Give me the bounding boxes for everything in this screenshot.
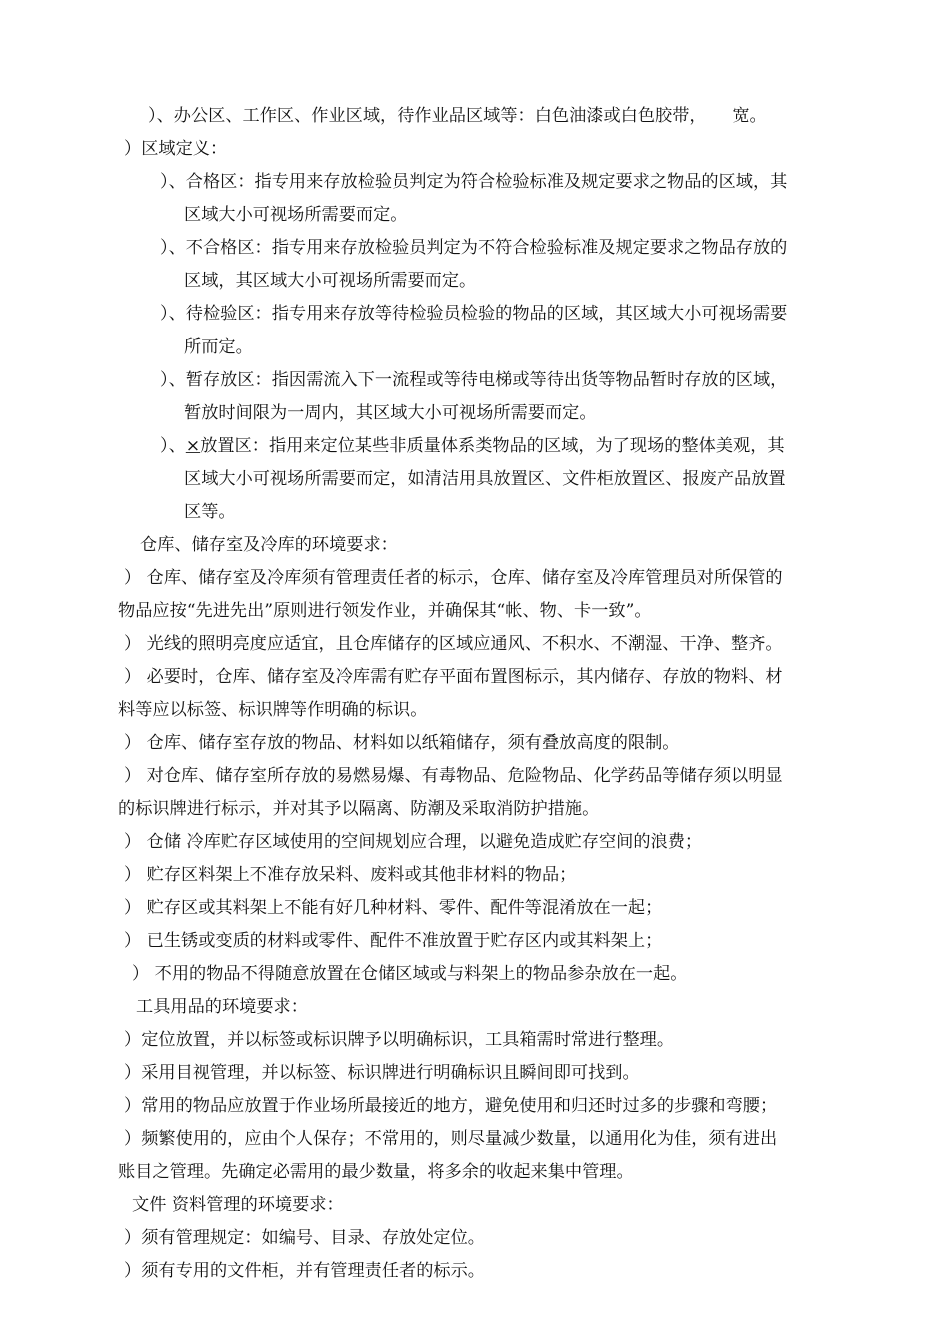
text-line: 区等。 <box>184 502 236 522</box>
section-heading: 文件 资料管理的环境要求： <box>132 1195 344 1215</box>
text-line: ） 已生锈或变质的材料或零件、配件不准放置于贮存区内或其料架上； <box>124 931 663 951</box>
text-line: ）须有管理规定：如编号、目录、存放处定位。 <box>124 1228 485 1248</box>
text-line: ）须有专用的文件柜，并有管理责任者的标示。 <box>124 1261 485 1281</box>
line-text: 放置区：指用来定位某些非质量体系类物品的区域，为了现场的整体美观，其 <box>200 436 785 456</box>
text-line: 物品应按“先进先出”原则进行领发作业，并确保其“帐、物、卡一致”。 <box>118 601 652 621</box>
text-line: 区域大小可视场所需要而定，如清洁用具放置区、文件柜放置区、报废产品放置 <box>184 469 786 489</box>
text-line: 区域大小可视场所需要而定。 <box>184 205 408 225</box>
section-heading: 仓库、储存室及冷库的环境要求： <box>140 535 398 555</box>
text-line: ）定位放置，并以标签或标识牌予以明确标识，工具箱需时常进行整理。 <box>124 1030 675 1050</box>
text-line <box>160 434 785 458</box>
text-line: ）、不合格区：指专用来存放检验员判定为不符合检验标准及规定要求之物品存放的 <box>160 238 788 258</box>
text-line: ） 光线的照明亮度应适宜，且仓库储存的区域应通风、不积水、不潮湿、干净、整齐。 <box>124 634 783 654</box>
section-heading: 工具用品的环境要求： <box>136 997 308 1017</box>
section-heading: ）区域定义： <box>124 139 228 159</box>
text-line: ）采用目视管理，并以标签、标识牌进行明确标识且瞬间即可找到。 <box>124 1063 640 1083</box>
text-line: 暂放时间限为一周内，其区域大小可视场所需要而定。 <box>184 403 597 423</box>
text-line: ）、暂存放区：指因需流入下一流程或等待电梯或等待出货等物品暂时存放的区域， <box>160 370 788 390</box>
list-marker: ）、 <box>160 436 186 456</box>
text-line: ） 对仓库、储存室所存放的易燃易爆、有毒物品、危险物品、化学药品等储存须以明显 <box>124 766 783 786</box>
text-line: ）、办公区、工作区、作业区域，待作业品区域等：白色油漆或白色胶带， 宽。 <box>148 106 767 126</box>
text-line: ）、待检验区：指专用来存放等待检验员检验的物品的区域，其区域大小可视场需要 <box>160 304 788 324</box>
text-line: ） 贮存区料架上不准存放呆料、废料或其他非材料的物品； <box>124 865 577 885</box>
text-line: 账目之管理。先确定必需用的最少数量，将多余的收起来集中管理。 <box>118 1162 634 1182</box>
text-line: ） 贮存区或其料架上不能有好几种材料、零件、配件等混淆放在一起； <box>124 898 663 918</box>
text-line: ） 仓库、储存室及冷库须有管理责任者的标示，仓库、储存室及冷库管理员对所保管的 <box>124 568 783 588</box>
text-line: ） 不用的物品不得随意放置在仓储区域或与料架上的物品参杂放在一起。 <box>132 964 688 984</box>
text-line: ） 必要时，仓库、储存室及冷库需有贮存平面布置图标示，其内储存、存放的物料、材 <box>124 667 783 687</box>
text-line: 所而定。 <box>184 337 253 357</box>
text-line: ）常用的物品应放置于作业场所最接近的地方，避免使用和归还时过多的步骤和弯腰； <box>124 1096 778 1116</box>
text-line: ） 仓储 冷库贮存区域使用的空间规划应合理，以避免造成贮存空间的浪费； <box>124 832 703 852</box>
cross-mark: × <box>185 436 201 456</box>
text-line: ）、合格区：指专用来存放检验员判定为符合检验标准及规定要求之物品的区域，其 <box>160 172 788 192</box>
text-line: ）频繁使用的，应由个人保存；不常用的，则尽量减少数量，以通用化为佳，须有进出 <box>124 1129 778 1149</box>
text-line: 的标识牌进行标示，并对其予以隔离、防潮及采取消防护措施。 <box>118 799 600 819</box>
text-line: ） 仓库、储存室存放的物品、材料如以纸箱储存，须有叠放高度的限制。 <box>124 733 680 753</box>
text-line: 料等应以标签、标识牌等作明确的标识。 <box>118 700 428 720</box>
text-line: 区域，其区域大小可视场所需要而定。 <box>184 271 477 291</box>
